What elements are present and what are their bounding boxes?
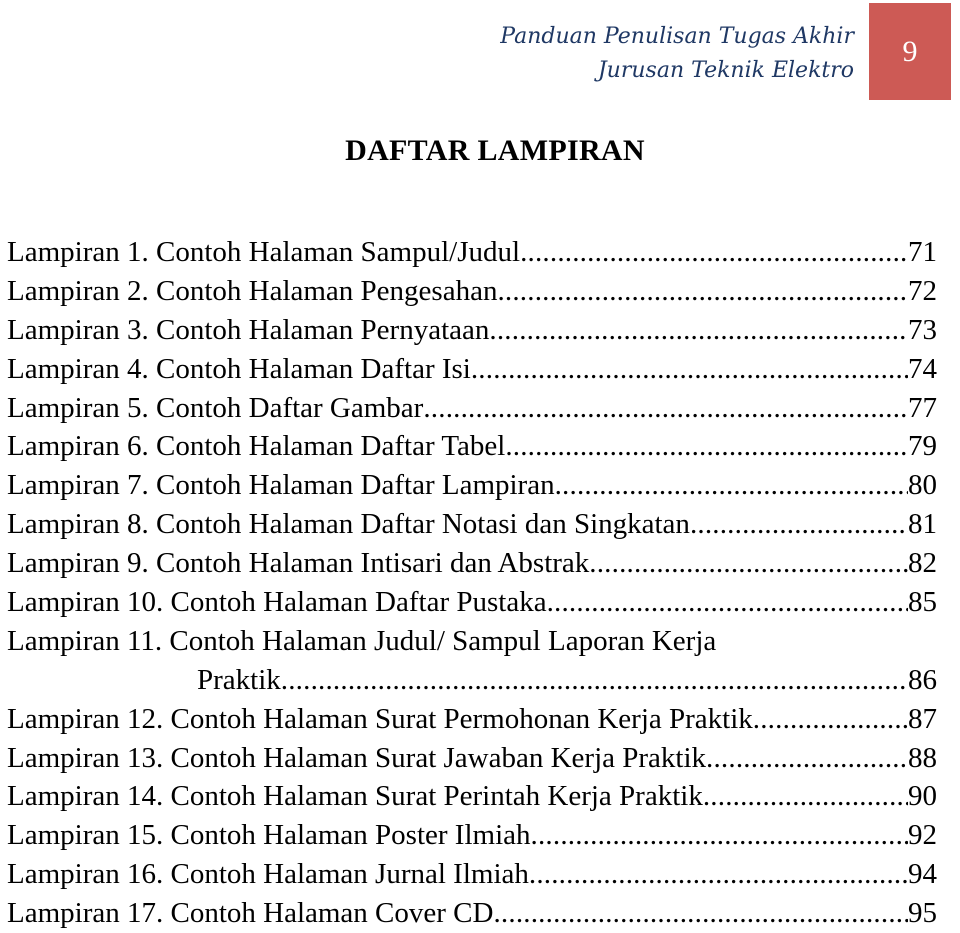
entry-label: Lampiran 8. Contoh Halaman Daftar Notasi dan Singkatan [7, 508, 690, 541]
leader-dots [690, 505, 908, 544]
leader-dots [703, 777, 908, 816]
leader-dots [281, 661, 908, 700]
entry-page: 87 [908, 702, 937, 735]
entry-page: 85 [908, 586, 937, 619]
page-number: 9 [902, 34, 918, 68]
entry-page: 82 [908, 547, 937, 580]
entry-page: 88 [908, 741, 937, 774]
page-title: DAFTAR LAMPIRAN [345, 134, 645, 167]
toc-entry [7, 855, 937, 894]
entry-label: Lampiran 4. Contoh Halaman Daftar Isi [7, 352, 471, 385]
toc-entry [7, 739, 937, 778]
toc-entry [7, 583, 937, 622]
entry-label: Lampiran 7. Contoh Halaman Daftar Lampiran [7, 469, 555, 502]
entry-page: 73 [908, 313, 937, 346]
appendix-list [7, 233, 937, 933]
leader-dots [489, 311, 908, 350]
toc-entry [7, 505, 937, 544]
entry-page: 86 [908, 663, 937, 696]
entry-page: 77 [908, 391, 937, 424]
entry-label: Lampiran 14. Contoh Halaman Surat Perintah Kerja Praktik [7, 780, 703, 813]
entry-label: Lampiran 13. Contoh Halaman Surat Jawaban Kerja Praktik [7, 741, 707, 774]
toc-entry [7, 272, 937, 311]
entry-page: 72 [908, 274, 937, 307]
entry-label: Lampiran 15. Contoh Halaman Poster Ilmiah [7, 819, 531, 852]
toc-entry [7, 311, 937, 350]
entry-page: 81 [908, 508, 937, 541]
toc-entry [7, 389, 937, 428]
toc-entry [7, 233, 937, 272]
header-line-2: Jurusan Teknik Elektro [597, 58, 854, 83]
entry-label: Lampiran 11. Contoh Halaman Judul/ Sampul Laporan Kerja [7, 624, 717, 657]
toc-entry [7, 466, 937, 505]
toc-entry [7, 622, 937, 661]
toc-entry [7, 894, 937, 933]
leader-dots [505, 427, 908, 466]
entry-page: 90 [908, 780, 937, 813]
entry-label: Lampiran 16. Contoh Halaman Jurnal Ilmiah [7, 858, 529, 891]
entry-label: Lampiran 1. Contoh Halaman Sampul/Judul [7, 236, 521, 268]
leader-dots [589, 544, 908, 583]
entry-label: Lampiran 12. Contoh Halaman Surat Permohonan Kerja Praktik [7, 702, 753, 735]
entry-label: Lampiran 3. Contoh Halaman Pernyataan [7, 313, 490, 346]
leader-dots [423, 389, 908, 428]
toc-entry [7, 700, 937, 739]
entry-page: 74 [908, 352, 937, 385]
entry-label: Lampiran 6. Contoh Halaman Daftar Tabel [7, 430, 506, 463]
entry-page: 80 [908, 469, 937, 502]
leader-dots [555, 466, 908, 505]
entry-label: Lampiran 10. Contoh Halaman Daftar Pustaka [7, 586, 547, 619]
entry-label-continuation: Praktik [197, 663, 281, 696]
entry-label: Lampiran 2. Contoh Halaman Pengesahan [7, 274, 498, 307]
entry-label: Lampiran 9. Contoh Halaman Intisari dan Abstrak [7, 547, 590, 580]
entry-page: 92 [908, 819, 937, 852]
leader-dots [520, 233, 908, 272]
leader-dots [753, 700, 908, 739]
leader-dots [493, 894, 908, 933]
leader-dots [531, 816, 908, 855]
leader-dots [471, 350, 908, 389]
entry-page: 94 [908, 858, 937, 891]
toc-entry [7, 816, 937, 855]
running-header [500, 20, 854, 88]
entry-page: 95 [908, 897, 937, 930]
entry-label: Lampiran 5. Contoh Daftar Gambar [7, 391, 424, 424]
toc-entry [7, 777, 937, 816]
leader-dots [529, 855, 908, 894]
entry-page: 71 [908, 236, 937, 268]
toc-entry [7, 427, 937, 466]
header-line-1: Panduan Penulisan Tugas Akhir [500, 24, 854, 49]
leader-dots [547, 583, 908, 622]
toc-entry [7, 350, 937, 389]
entry-label: Lampiran 17. Contoh Halaman Cover CD [7, 897, 494, 930]
toc-entry-continuation [7, 661, 937, 700]
leader-dots [706, 739, 908, 778]
leader-dots [497, 272, 908, 311]
entry-page: 79 [908, 430, 937, 463]
toc-entry [7, 544, 937, 583]
page-number-badge [869, 3, 951, 100]
